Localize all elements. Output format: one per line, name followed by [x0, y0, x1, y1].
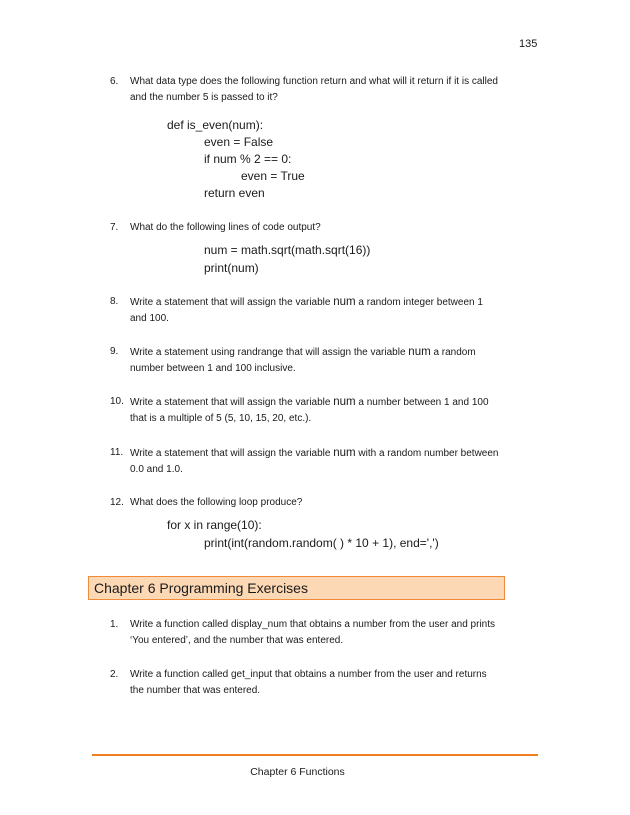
code-q12-line2: print(int(random.random( ) * 10 + 1), end=','): [204, 536, 439, 550]
question-10: [110, 394, 500, 427]
code-q6-line1: def is_even(num):: [167, 118, 264, 132]
question-text: What data type does the following function return and what will it return if it is called and the number 5 is passed to it?: [130, 76, 498, 103]
chapter-heading: [88, 576, 505, 600]
question-number: 8.: [110, 296, 119, 307]
code-q6-line3: if num % 2 == 0:: [204, 152, 292, 166]
exercise-text: Write a function called get_input that obtains a number from the user and returns the number that was entered.: [130, 669, 487, 696]
question-text: What does the following loop produce?: [130, 497, 303, 508]
exercise-number: 2.: [110, 669, 119, 680]
question-9: [110, 344, 500, 377]
question-11: [110, 445, 500, 478]
code-q7-line2: print(num): [204, 261, 259, 275]
question-text: Write a statement that will assign the variable num with a random number between 0.0 and 1.0.: [130, 447, 499, 475]
question-12: [110, 495, 500, 511]
question-number: 9.: [110, 346, 119, 357]
code-q12-line1: for x in range(10):: [167, 518, 262, 532]
exercise-number: 1.: [110, 619, 119, 630]
question-number: 6.: [110, 76, 119, 87]
question-number: 7.: [110, 222, 119, 233]
variable-num: num: [333, 447, 356, 459]
question-number: 10.: [110, 396, 124, 407]
question-text: Write a statement that will assign the variable num a random integer between 1 and 100.: [130, 296, 483, 324]
question-8: [110, 294, 500, 327]
question-number: 11.: [110, 447, 124, 458]
code-q6-line5: return even: [204, 186, 265, 200]
code-q6-line2: even = False: [204, 135, 274, 149]
variable-num: num: [408, 346, 431, 358]
code-q6-line4: even = True: [241, 169, 305, 183]
question-6: [110, 74, 500, 106]
exercise-text: Write a function called display_num that obtains a number from the user and prints ‘You entered’, and the number that was entered.: [130, 619, 496, 646]
footer-chapter-title: Chapter 6 Functions: [250, 766, 345, 778]
question-number: 12.: [110, 497, 124, 508]
chapter-heading-text: Chapter 6 Programming Exercises: [94, 580, 308, 596]
question-text: Write a statement using randrange that will assign the variable num a random number between 1 and 100 inclusive.: [130, 346, 476, 374]
variable-num: num: [333, 296, 356, 308]
page-number: 135: [519, 38, 538, 50]
question-text: Write a statement that will assign the variable num a number between 1 and 100 that is a multiple of 5 (5, 10, 15, 20, etc.).: [130, 396, 489, 424]
variable-num: num: [333, 396, 356, 408]
footer-divider: [92, 754, 538, 756]
question-7: [110, 220, 500, 236]
exercise-2: [110, 667, 500, 699]
code-q7-line1: num = math.sqrt(math.sqrt(16)): [204, 243, 371, 257]
question-text: What do the following lines of code output?: [130, 222, 321, 233]
exercise-1: [110, 617, 500, 649]
